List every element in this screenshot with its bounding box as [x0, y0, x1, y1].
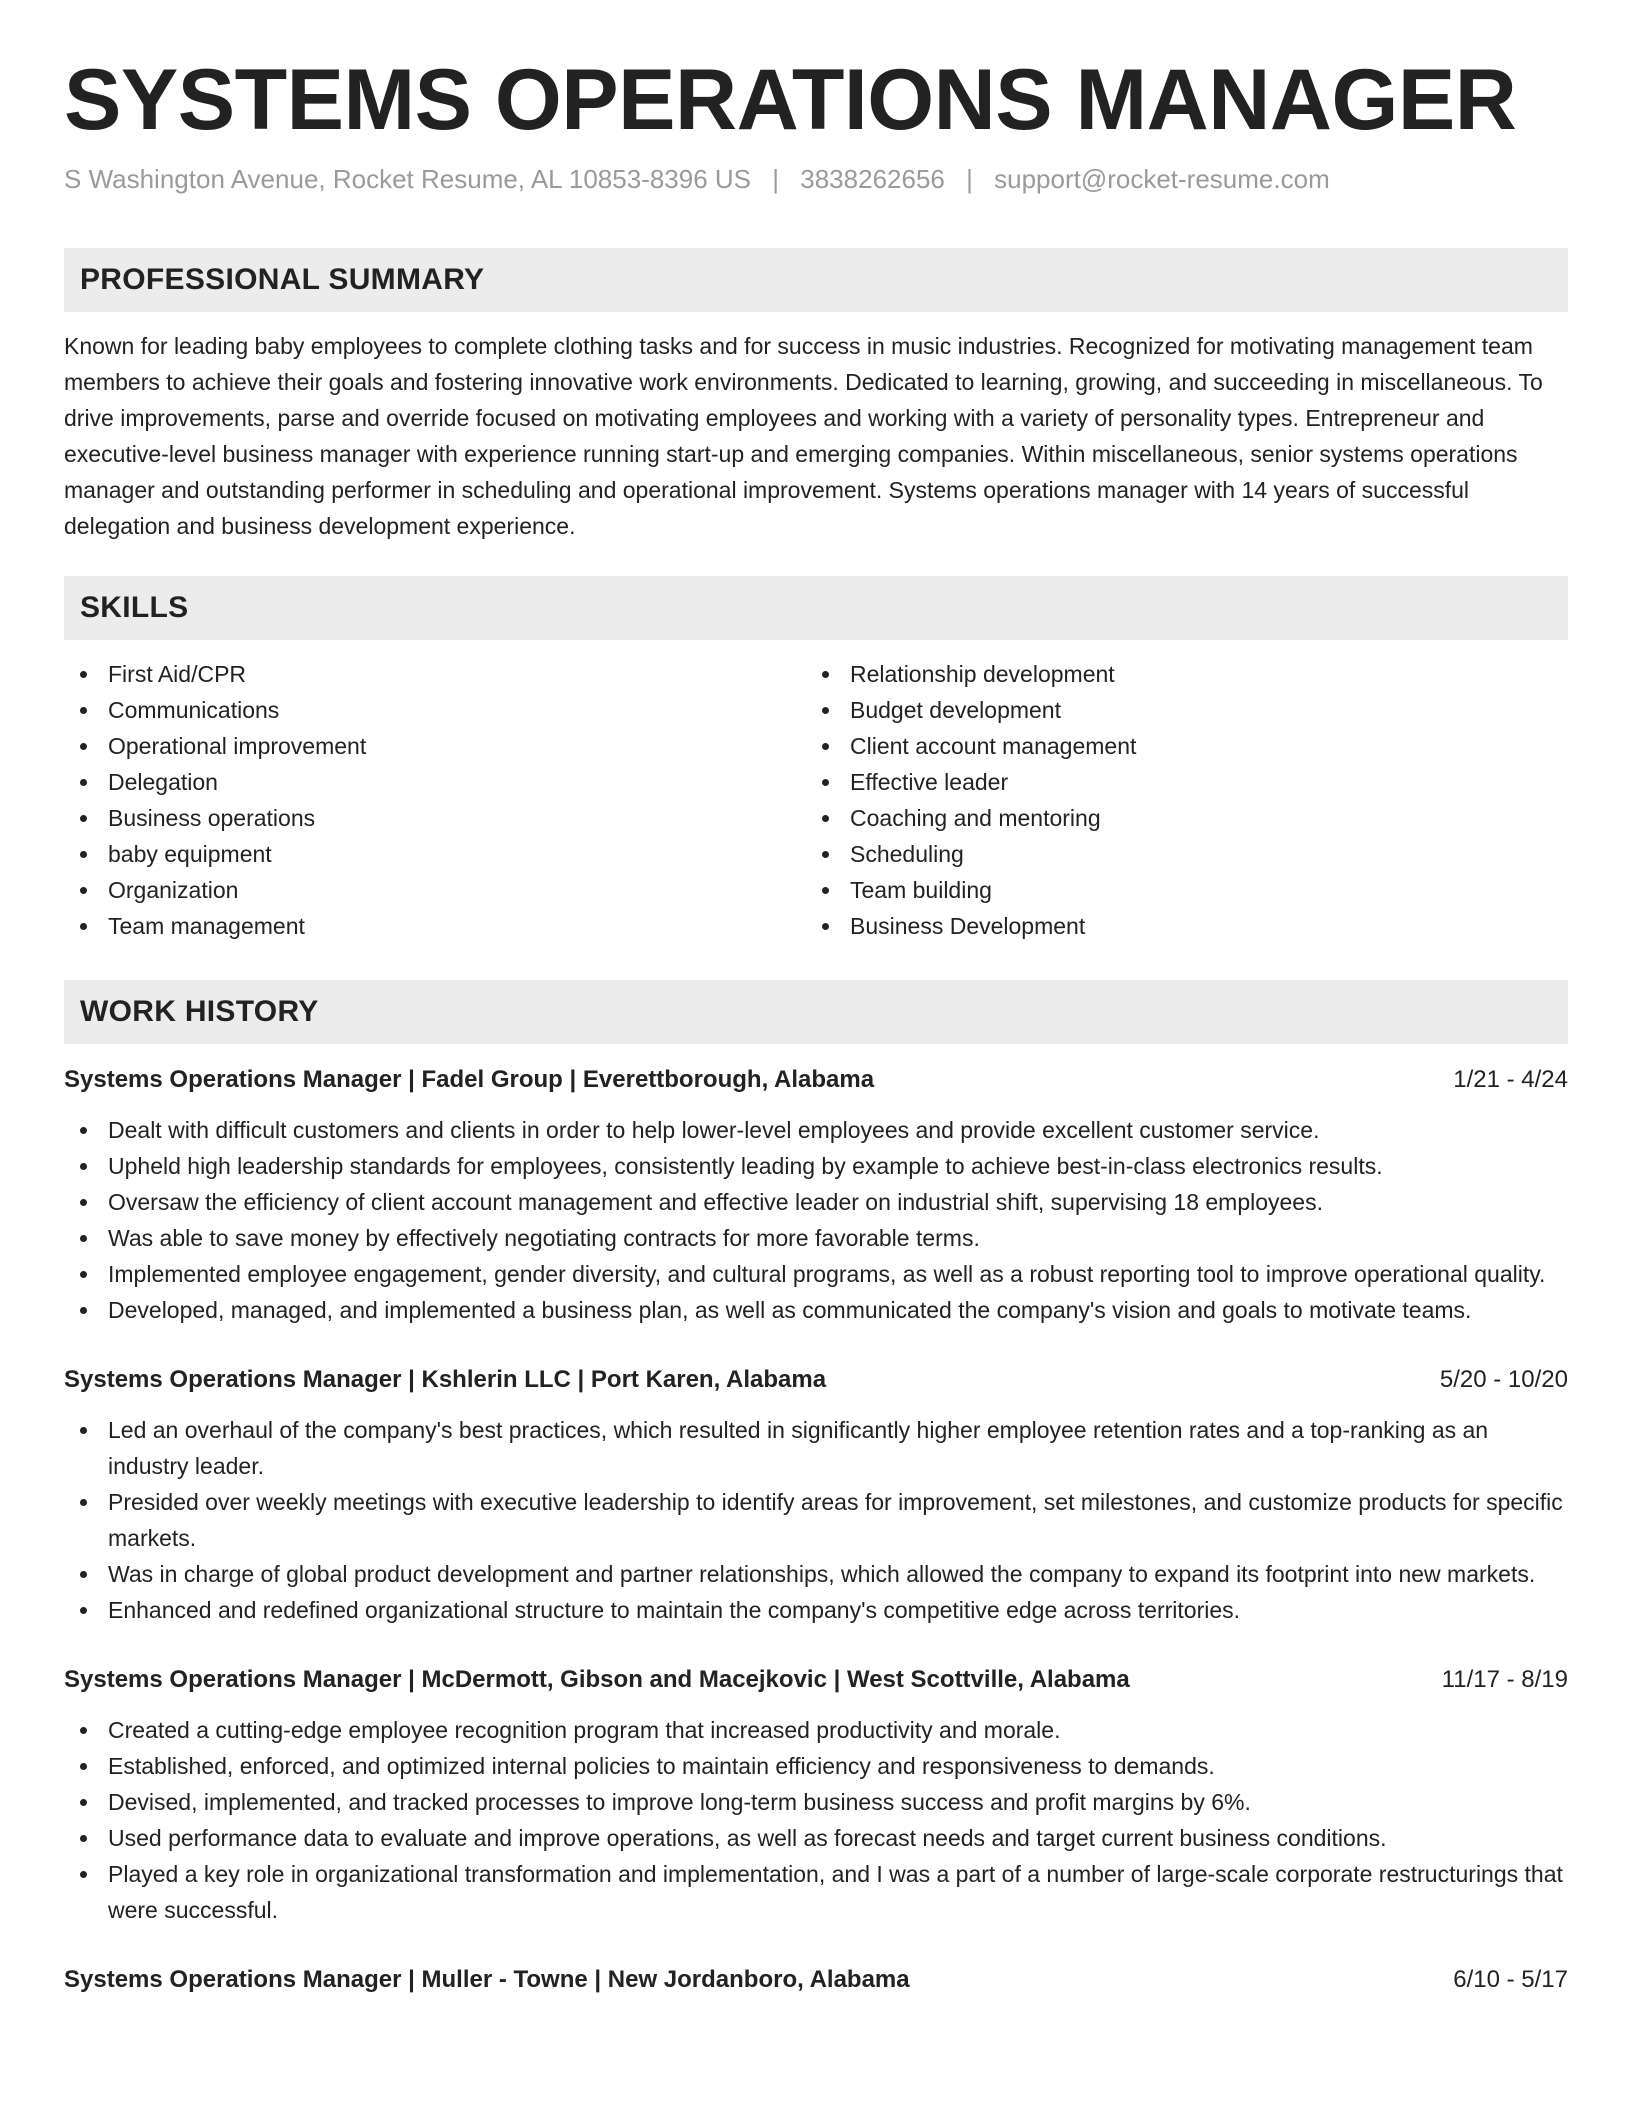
job-bullet: Dealt with difficult customers and clients in order to help lower-level employees and provide excellent customer service. — [64, 1112, 1568, 1148]
resume-title: SYSTEMS OPERATIONS MANAGER — [64, 52, 1517, 148]
skill-item: Organization — [64, 872, 806, 908]
job-bullet: Oversaw the efficiency of client account management and effective leader on industrial shift, supervising 18 employees. — [64, 1184, 1568, 1220]
skill-item: First Aid/CPR — [64, 656, 806, 692]
job-title: Systems Operations Manager | McDermott, Gibson and Macejkovic | West Scottville, Alabama — [64, 1666, 1130, 1693]
contact-separator: | — [772, 164, 780, 194]
skill-item: Client account management — [806, 728, 1548, 764]
job-entry — [64, 1062, 1568, 1328]
job-bullet: Was able to save money by effectively negotiating contracts for more favorable terms. — [64, 1220, 1568, 1256]
job-bullet: Implemented employee engagement, gender diversity, and cultural programs, as well as a robust reporting tool to improve operational quality. — [64, 1256, 1568, 1292]
job-bullet: Enhanced and redefined organizational structure to maintain the company's competitive edge across territories. — [64, 1592, 1568, 1628]
job-bullet: Devised, implemented, and tracked processes to improve long-term business success and profit margins by 6%. — [64, 1784, 1568, 1820]
job-bullet: Developed, managed, and implemented a business plan, as well as communicated the company's vision and goals to motivate teams. — [64, 1292, 1568, 1328]
job-entry — [64, 1662, 1568, 1928]
section-heading-work-history: WORK HISTORY — [64, 980, 1568, 1044]
job-bullets — [64, 1712, 1568, 1928]
section-heading-skills: SKILLS — [64, 576, 1568, 640]
skills-column-right — [806, 656, 1548, 944]
contact-email: support@rocket-resume.com — [994, 164, 1330, 194]
job-header — [64, 1962, 1568, 1998]
job-bullet: Was in charge of global product development and partner relationships, which allowed the company to expand its footprint into new markets. — [64, 1556, 1568, 1592]
job-bullet: Led an overhaul of the company's best practices, which resulted in significantly higher employee retention rates and a top-ranking as an industry leader. — [64, 1412, 1568, 1484]
job-bullets — [64, 1112, 1568, 1328]
job-dates: 6/10 - 5/17 — [1453, 1966, 1568, 1993]
job-header — [64, 1062, 1568, 1098]
skills-list — [64, 656, 1568, 944]
resume-page — [64, 0, 1568, 1998]
job-title: Systems Operations Manager | Muller - Towne | New Jordanboro, Alabama — [64, 1966, 910, 1993]
contact-phone: 3838262656 — [800, 164, 945, 194]
contact-address: S Washington Avenue, Rocket Resume, AL 10853-8396 US — [64, 164, 752, 194]
skill-item: Relationship development — [806, 656, 1548, 692]
skill-item: Coaching and mentoring — [806, 800, 1548, 836]
job-dates: 1/21 - 4/24 — [1453, 1066, 1568, 1093]
summary-text: Known for leading baby employees to complete clothing tasks and for success in music industries. Recognized for motivating management team members to achieve their goals and fostering innovative work environments. Dedicated to learning, growing, and succeeding in miscellaneous. To drive improvements, parse and override focused on motivating employees and working with a variety of personality types. Entrepreneur and executive-level business manager with experience running start-up and emerging companies. Within miscellaneous, senior systems operations manager and outstanding performer in scheduling and operational improvement. Systems operations manager with 14 years of successful delegation and business development experience. — [64, 333, 1543, 539]
job-entry — [64, 1362, 1568, 1628]
job-entry — [64, 1962, 1568, 1998]
job-bullet: Upheld high leadership standards for employees, consistently leading by example to achieve best-in-class electronics results. — [64, 1148, 1568, 1184]
job-bullets — [64, 1412, 1568, 1628]
skill-item: Business operations — [64, 800, 806, 836]
skill-item: Delegation — [64, 764, 806, 800]
job-header — [64, 1662, 1568, 1698]
section-heading-summary: PROFESSIONAL SUMMARY — [64, 248, 1568, 312]
skill-item: Business Development — [806, 908, 1548, 944]
job-title: Systems Operations Manager | Fadel Group | Everettborough, Alabama — [64, 1066, 875, 1093]
job-bullet: Presided over weekly meetings with executive leadership to identify areas for improvement, set milestones, and customize products for specific markets. — [64, 1484, 1568, 1556]
job-bullet: Created a cutting-edge employee recognition program that increased productivity and morale. — [64, 1712, 1568, 1748]
skill-item: Communications — [64, 692, 806, 728]
job-bullet: Played a key role in organizational transformation and implementation, and I was a part of a number of large-scale corporate restructurings that were successful. — [64, 1856, 1568, 1928]
job-dates: 11/17 - 8/19 — [1441, 1666, 1568, 1693]
skill-item: Team management — [64, 908, 806, 944]
skills-column-left — [64, 656, 806, 944]
job-bullet: Established, enforced, and optimized internal policies to maintain efficiency and responsiveness to demands. — [64, 1748, 1568, 1784]
contact-separator: | — [966, 164, 973, 194]
skill-item: Scheduling — [806, 836, 1548, 872]
job-dates: 5/20 - 10/20 — [1439, 1366, 1568, 1393]
skill-item: baby equipment — [64, 836, 806, 872]
skill-item: Team building — [806, 872, 1548, 908]
skill-item: Effective leader — [806, 764, 1548, 800]
skill-item: Budget development — [806, 692, 1548, 728]
job-bullet: Used performance data to evaluate and improve operations, as well as forecast needs and target current business conditions. — [64, 1820, 1568, 1856]
job-header — [64, 1362, 1568, 1398]
contact-line — [64, 164, 1568, 194]
work-history-list — [64, 1062, 1568, 1998]
skill-item: Operational improvement — [64, 728, 806, 764]
job-title: Systems Operations Manager | Kshlerin LLC | Port Karen, Alabama — [64, 1366, 827, 1393]
